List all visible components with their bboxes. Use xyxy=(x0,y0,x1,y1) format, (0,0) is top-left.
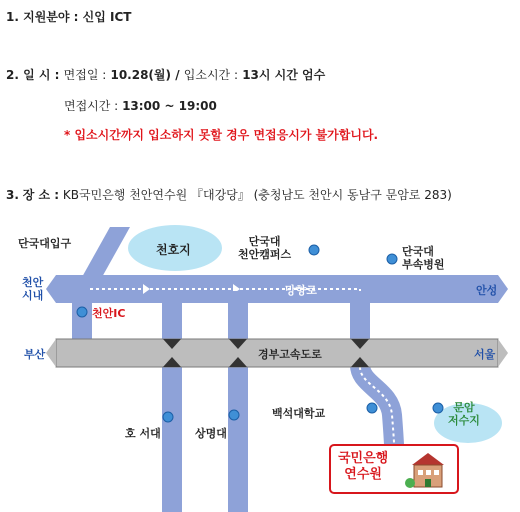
label-munam-reservoir: 문암 저수지 xyxy=(448,401,480,427)
marker-sangmyung-univ xyxy=(229,410,239,420)
schedule-label: 일 시 : xyxy=(23,68,60,82)
marker-baekseok-univ xyxy=(367,403,377,413)
label-expressway: 경부고속도로 xyxy=(258,348,322,361)
label-baekseok-univ: 백석대학교 xyxy=(272,407,326,420)
road-arrow-right xyxy=(498,275,508,303)
label-dankook-entrance: 단국대입구 xyxy=(18,237,72,250)
label-cheonan-city: 천안 시내 xyxy=(22,276,44,302)
label-sangmyung-univ: 상명대 xyxy=(195,427,227,440)
road-arrow-right xyxy=(498,339,508,367)
interview-time: 13:00 ~ 19:00 xyxy=(122,99,217,113)
road-hoseo xyxy=(162,291,182,512)
entry-warning: * 입소시간까지 입소하지 못할 경우 면접응시가 불가합니다. xyxy=(64,128,379,142)
marker-dankook-campus xyxy=(309,245,319,255)
label-dankook-campus: 단국대 천안캠퍼스 xyxy=(238,235,292,261)
location-label: 장 소 : xyxy=(22,188,60,202)
label-hoseo-univ: 호 서대 xyxy=(125,427,161,440)
label-dankook-hospital: 단국대 부속병원 xyxy=(402,245,445,271)
marker-munam xyxy=(433,403,443,413)
section-2-row-2: 면접시간 : 13:00 ~ 19:00 xyxy=(64,99,217,113)
section-3: 3. 장 소 : KB국민은행 천안연수원 『대강당』 (충청남도 천안시 동남구 문암로 283) xyxy=(6,188,452,202)
road-to-expressway xyxy=(350,291,370,343)
label-kb-training-center: 국민은행 연수원 xyxy=(338,451,389,482)
entry-time: 13시 xyxy=(242,68,271,82)
label-busan: 부산 xyxy=(24,348,46,361)
marker-hoseo-univ xyxy=(163,412,173,422)
marker-dankook-hospital xyxy=(387,254,397,264)
label-cheonan-ic: 천안IC xyxy=(92,307,126,320)
location-map xyxy=(0,215,520,512)
section-1: 1. 지원분야 : 신입 ICT xyxy=(6,10,132,24)
section-2-row-1: 2. 일 시 : 면접일 : 10.28(월) / 입소시간 : 13시 시간 엄수 xyxy=(6,68,326,82)
interview-date: 10.28(월) xyxy=(110,68,171,82)
road-arrow-left xyxy=(46,339,56,367)
road-arrow-left xyxy=(46,275,56,303)
label-anseong: 안성 xyxy=(476,284,498,297)
field-of-application: 지원분야 : 신입 ICT xyxy=(23,10,132,24)
label-cheonhoji: 천호지 xyxy=(156,243,191,257)
marker-cheonan-ic xyxy=(77,307,87,317)
location-address: KB국민은행 천안연수원 『대강당』 (충청남도 천안시 동남구 문암로 283) xyxy=(62,188,452,202)
punctuality-note: 시간 엄수 xyxy=(274,68,326,82)
road-sangmyung xyxy=(228,291,248,512)
label-mangyangro: 망향로 xyxy=(285,284,317,297)
label-seoul: 서울 xyxy=(474,348,496,361)
